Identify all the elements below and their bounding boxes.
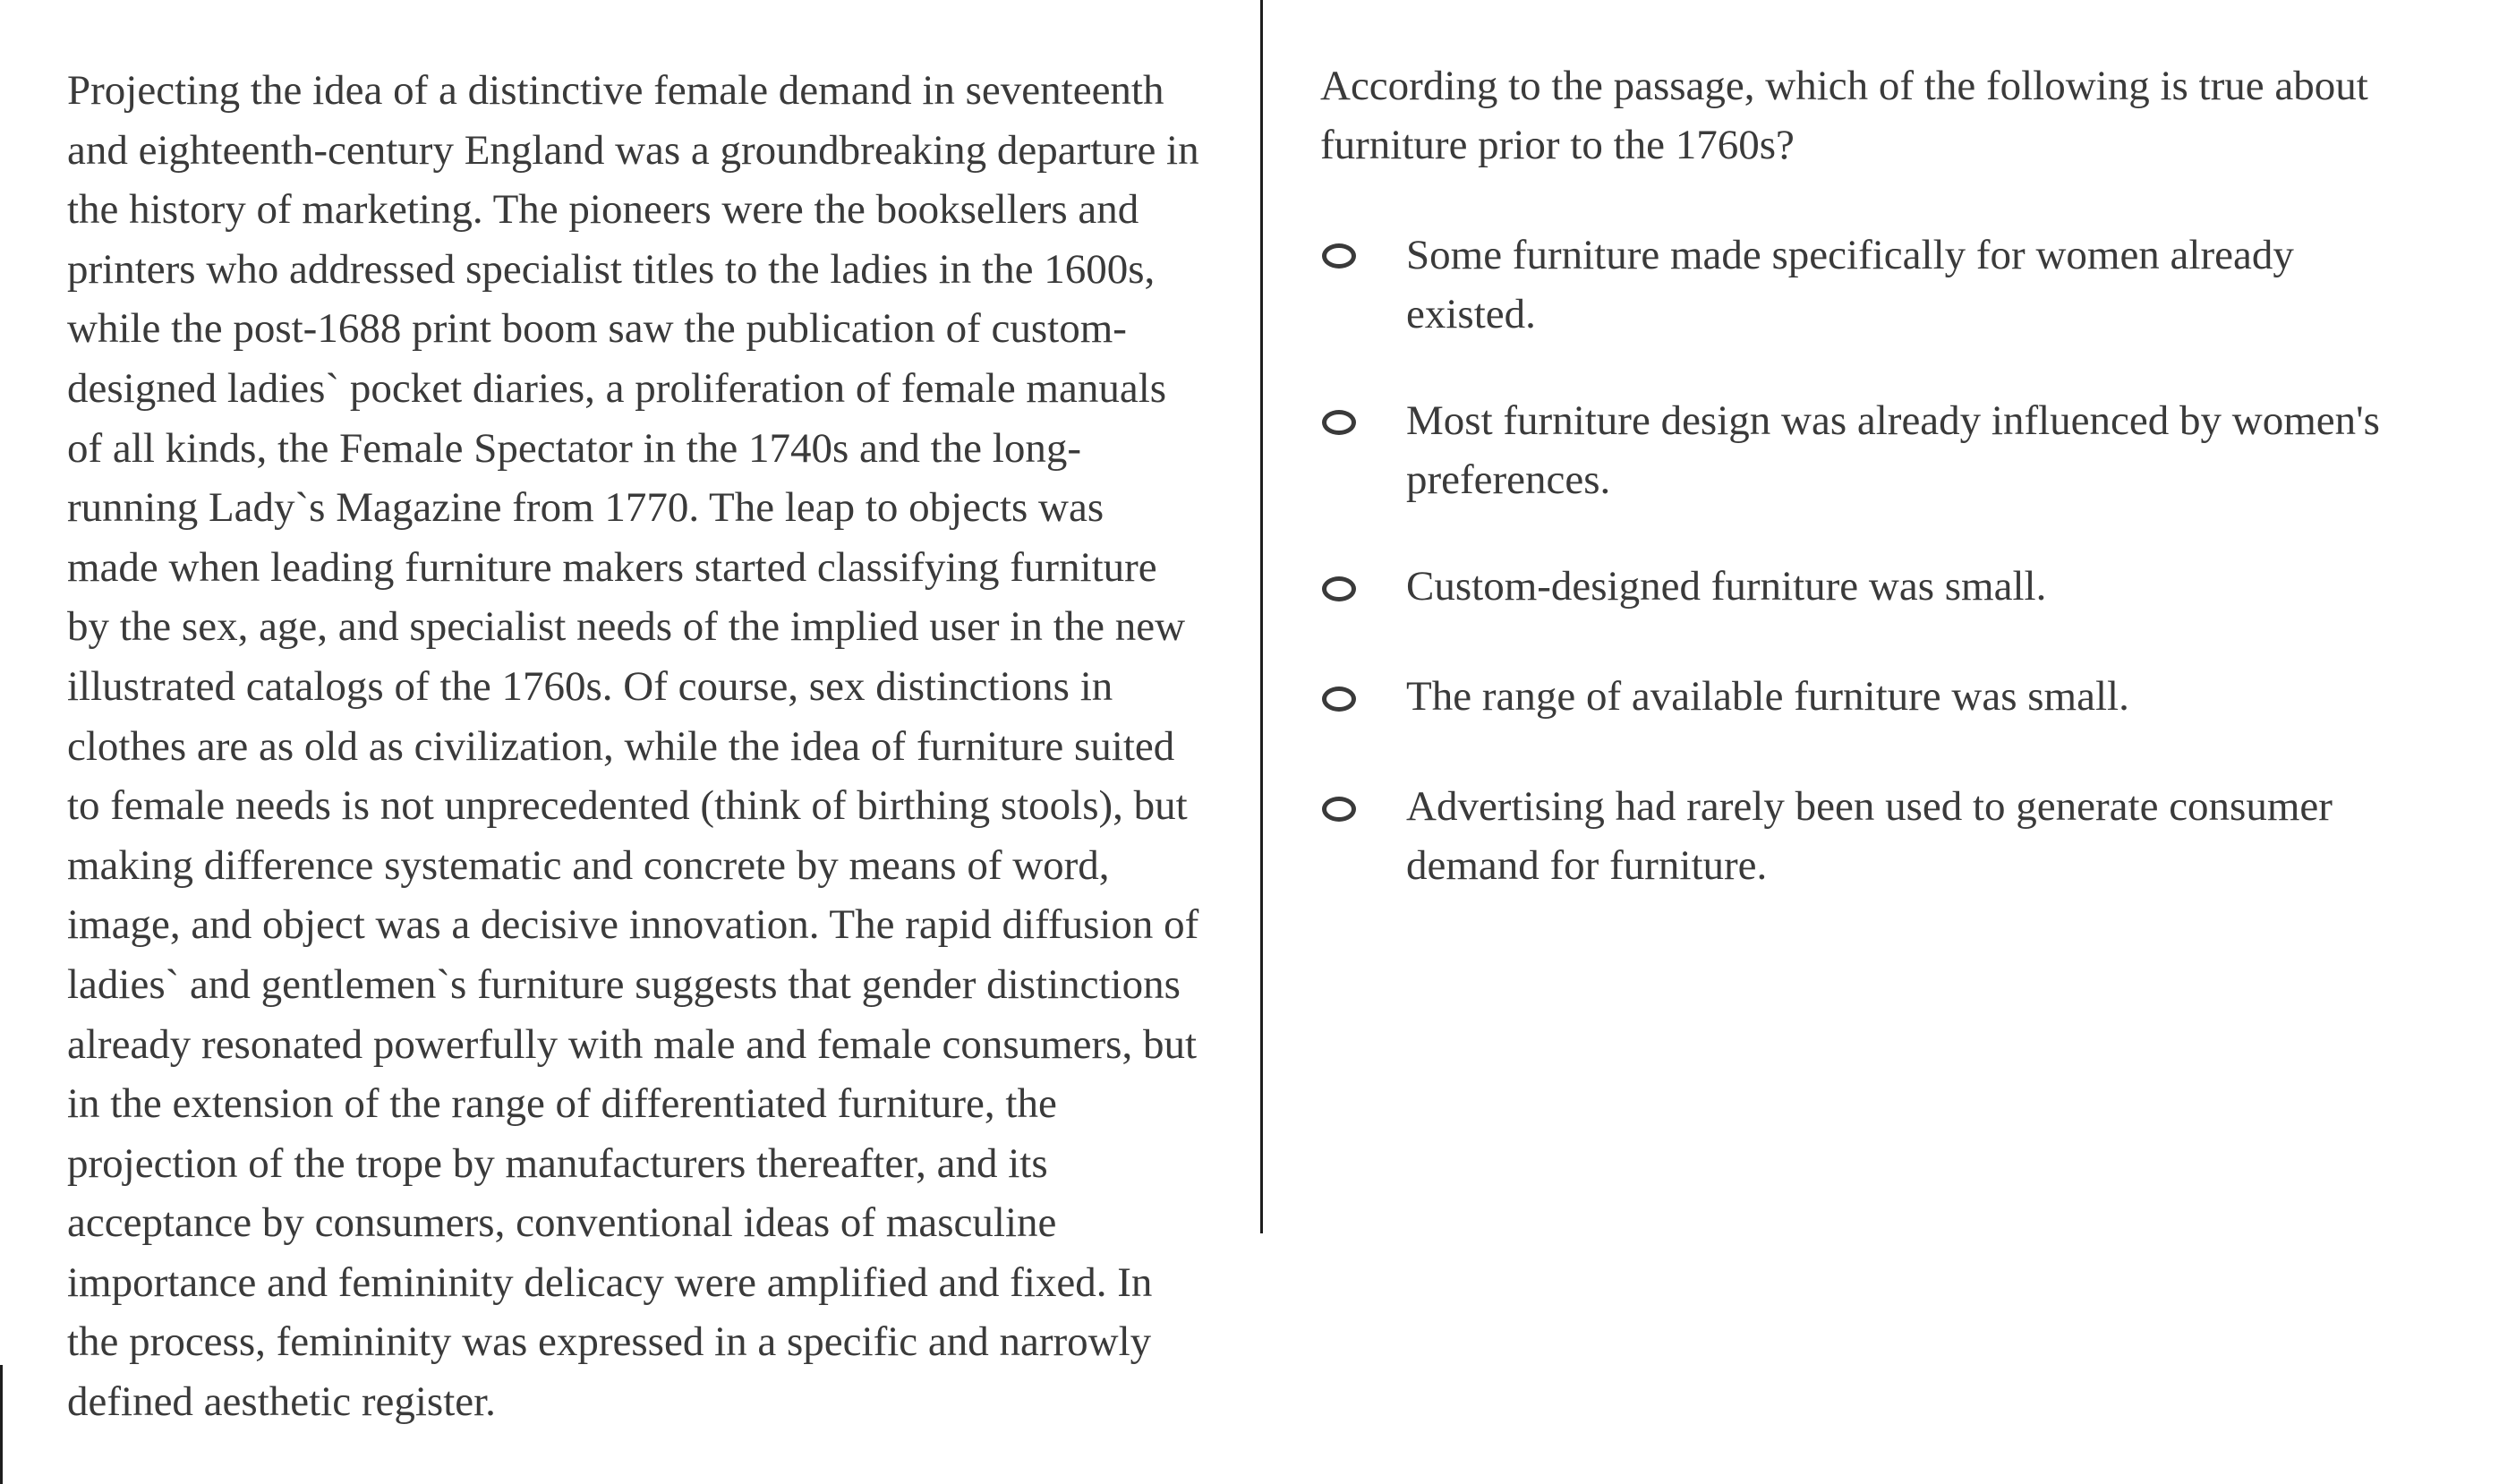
answer-option-label: Advertising had rarely been used to generate consumer demand for furniture. bbox=[1406, 783, 2333, 889]
left-edge-divider bbox=[0, 1365, 3, 1484]
answer-option-label: The range of available furniture was small. bbox=[1406, 673, 2129, 720]
radio-button-icon[interactable] bbox=[1322, 797, 1356, 822]
radio-button-icon[interactable] bbox=[1322, 687, 1356, 712]
radio-button-icon[interactable] bbox=[1322, 576, 1356, 601]
passage-text: Projecting the idea of a distinctive female demand in seventeenth and eighteenth-century England was a groundbreaking departure in the history of marketing. The pioneers were the booksellers and printers who addressed specialist titles to the ladies in the 1600s, while the post-1688 print boom saw the publication of custom-designed ladies` pocket diaries, a proliferation of female manuals of all kinds, the Female Spectator in the 1740s and the long-running Lady`s Magazine from 1770. The leap to objects was made when leading furniture makers started classifying furniture by the sex, age, and specialist needs of the implied user in the new illustrated catalogs of the 1760s. Of course, sex distinctions in clothes are as old as civilization, while the idea of furniture suited to female needs is not unprecedented (think of birthing stools), but making difference systematic and concrete by means of word, image, and object was a decisive innovation. The rapid diffusion of ladies` and gentlemen`s furniture suggests that gender distinctions already resonated powerfully with male and female consumers, but in the extension of the range of differentiated furniture, the projection of the trope by manufacturers thereafter, and its acceptance by consumers, conventional ideas of masculine importance and femininity delicacy were amplified and fixed. In the process, femininity was expressed in a specific and narrowly defined aesthetic register. bbox=[67, 67, 1199, 1426]
radio-button-icon[interactable] bbox=[1322, 243, 1356, 269]
answer-option-label: Most furniture design was already influenced by women's preferences. bbox=[1406, 397, 2380, 503]
question-prompt: According to the passage, which of the following is true about furniture prior to the 1760s? bbox=[1320, 63, 2368, 168]
answer-option-label: Some furniture made specifically for women already existed. bbox=[1406, 232, 2294, 337]
pane-divider bbox=[1260, 0, 1263, 1233]
radio-button-icon[interactable] bbox=[1322, 410, 1356, 435]
answer-option-label: Custom-designed furniture was small. bbox=[1406, 563, 2047, 610]
